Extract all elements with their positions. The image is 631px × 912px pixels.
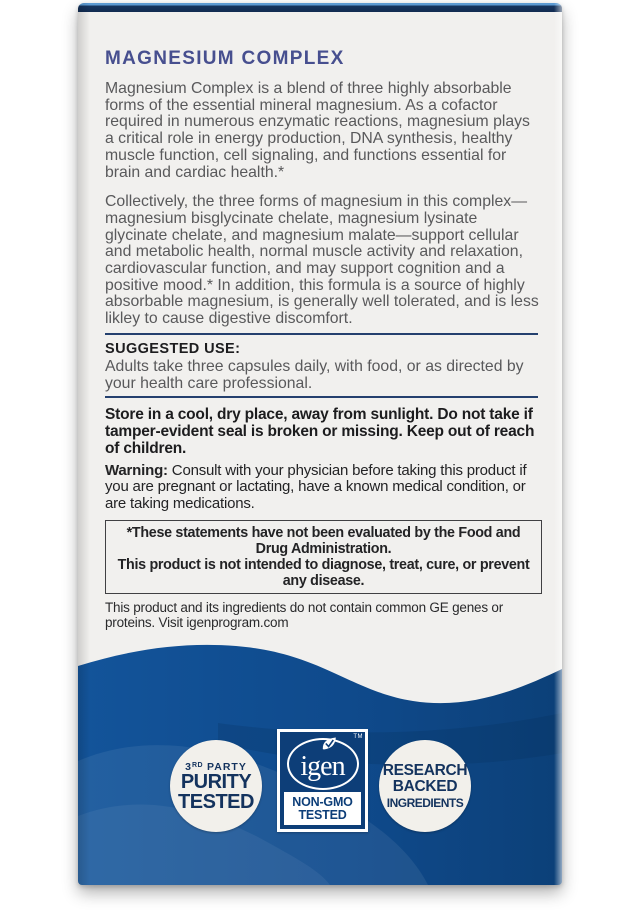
box-left-edge-shade bbox=[78, 3, 90, 885]
research-backed-badge bbox=[379, 740, 471, 832]
product-title: MAGNESIUM COMPLEX bbox=[105, 48, 345, 69]
igen-logo-text: igen bbox=[300, 750, 345, 782]
purity-badge-line1: 3RD PARTY bbox=[185, 761, 247, 773]
igen-non-gmo-badge bbox=[277, 729, 368, 832]
igen-logo-oval bbox=[287, 738, 359, 790]
box-top-edge bbox=[78, 3, 562, 12]
fda-disclaimer-line1: *These statements have not been evaluated by the Food and Drug Administration. bbox=[126, 524, 521, 557]
purity-badge-line3: TESTED bbox=[178, 790, 254, 813]
fda-disclaimer-line2: This product is not intended to diagnose, treat, cure, or prevent any disease. bbox=[117, 556, 530, 589]
non-gmo-tested-text bbox=[284, 792, 361, 825]
non-gmo-line: NON-GMO bbox=[292, 795, 353, 809]
purity-badge-line2: PURITY bbox=[180, 771, 252, 793]
product-box-front-panel bbox=[78, 3, 562, 885]
research-badge-line3: INGREDIENTS bbox=[386, 795, 464, 810]
box-right-edge-highlight bbox=[554, 3, 562, 885]
description-paragraph-2: Collectively, the three forms of magnesium in this complex—magnesium bisglycinate chelate, magnesium lysinate glycinate chelate, and magnesium malate—support cellular and metabolic health, normal muscle activity and relaxation, cardiovascular function, and may support cognition and a positive mood.* In addition, this formula is a source of highly absorbable magnesium, is generally well tolerated, and is less likley to cause digestive discomfort. bbox=[105, 193, 539, 328]
warning-label: Warning: bbox=[105, 462, 168, 480]
research-badge-line1: RESEARCH bbox=[382, 761, 468, 779]
tested-line: TESTED bbox=[298, 807, 347, 822]
storage-instructions: Store in a cool, dry place, away from sunlight. Do not take if tamper-evident seal is broken or missing. Keep out of reach of children. bbox=[105, 406, 535, 458]
ge-note: This product and its ingredients do not contain common GE genes or proteins. Visit igenprogram.com bbox=[105, 599, 504, 630]
suggested-use-body: Adults take three capsules daily, with food, or as directed by your health care professional. bbox=[105, 357, 524, 392]
suggested-use-heading: SUGGESTED USE: bbox=[105, 340, 241, 357]
warning-body: Consult with your physician before taking this product if you are pregnant or lactating, have a known medical condition, or are taking medications. bbox=[105, 462, 527, 512]
trademark-symbol: TM bbox=[353, 734, 363, 740]
certification-badges-row bbox=[78, 3, 562, 885]
description-paragraph-1: Magnesium Complex is a blend of three highly absorbable forms of the essential mineral magnesium. As a cofactor required in numerous enzymatic reactions, magnesium plays a critical role in energy production, DNA synthesis, healthy muscle function, cell signaling, and functions essential for brain and cardiac health.* bbox=[105, 80, 530, 181]
purity-tested-badge bbox=[170, 740, 262, 832]
leaf-checkmark-icon bbox=[321, 737, 336, 750]
research-badge-line2: BACKED bbox=[392, 778, 458, 795]
